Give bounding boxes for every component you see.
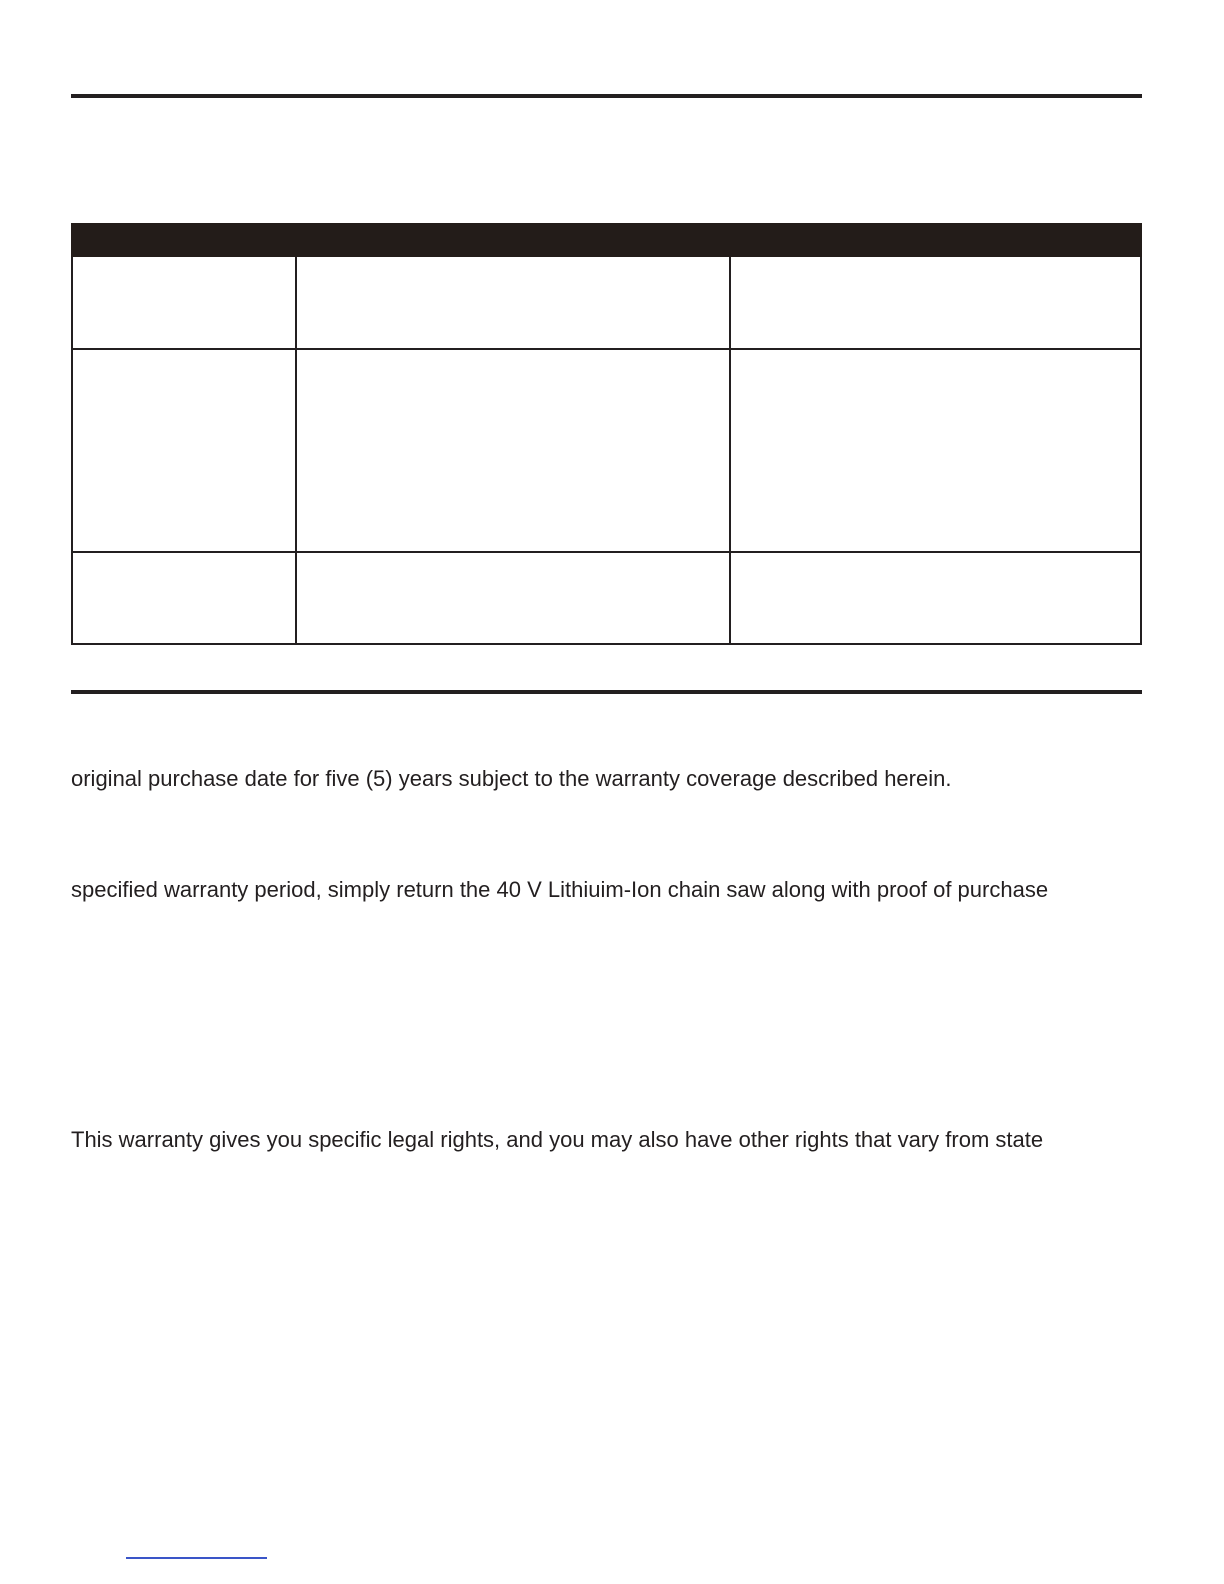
top-divider [71, 94, 1142, 98]
table-header-band [71, 223, 1142, 257]
table-cell [73, 553, 295, 643]
table-cell [73, 350, 295, 551]
warranty-return-text: specified warranty period, simply return the 40 V Lithiuim-Ion chain saw along with proof of purchase [71, 877, 1049, 902]
legal-rights-text: This warranty gives you specific legal rights, and you may also have other rights that vary from state [71, 1127, 1044, 1152]
table-cell [295, 350, 729, 551]
table-cell [295, 257, 729, 348]
table-cell [729, 257, 1140, 348]
table-row [73, 348, 1140, 551]
table-row [73, 551, 1140, 643]
table-row [73, 257, 1140, 348]
table-cell [729, 553, 1140, 643]
table-cell [295, 553, 729, 643]
table-cell [729, 350, 1140, 551]
section-divider [71, 690, 1142, 694]
table-cell [73, 257, 295, 348]
warranty-term-text: original purchase date for five (5) years subject to the warranty coverage described herein. [71, 766, 952, 791]
warranty-table [71, 223, 1142, 645]
link-underline[interactable] [126, 1557, 267, 1559]
table-grid [71, 257, 1142, 645]
